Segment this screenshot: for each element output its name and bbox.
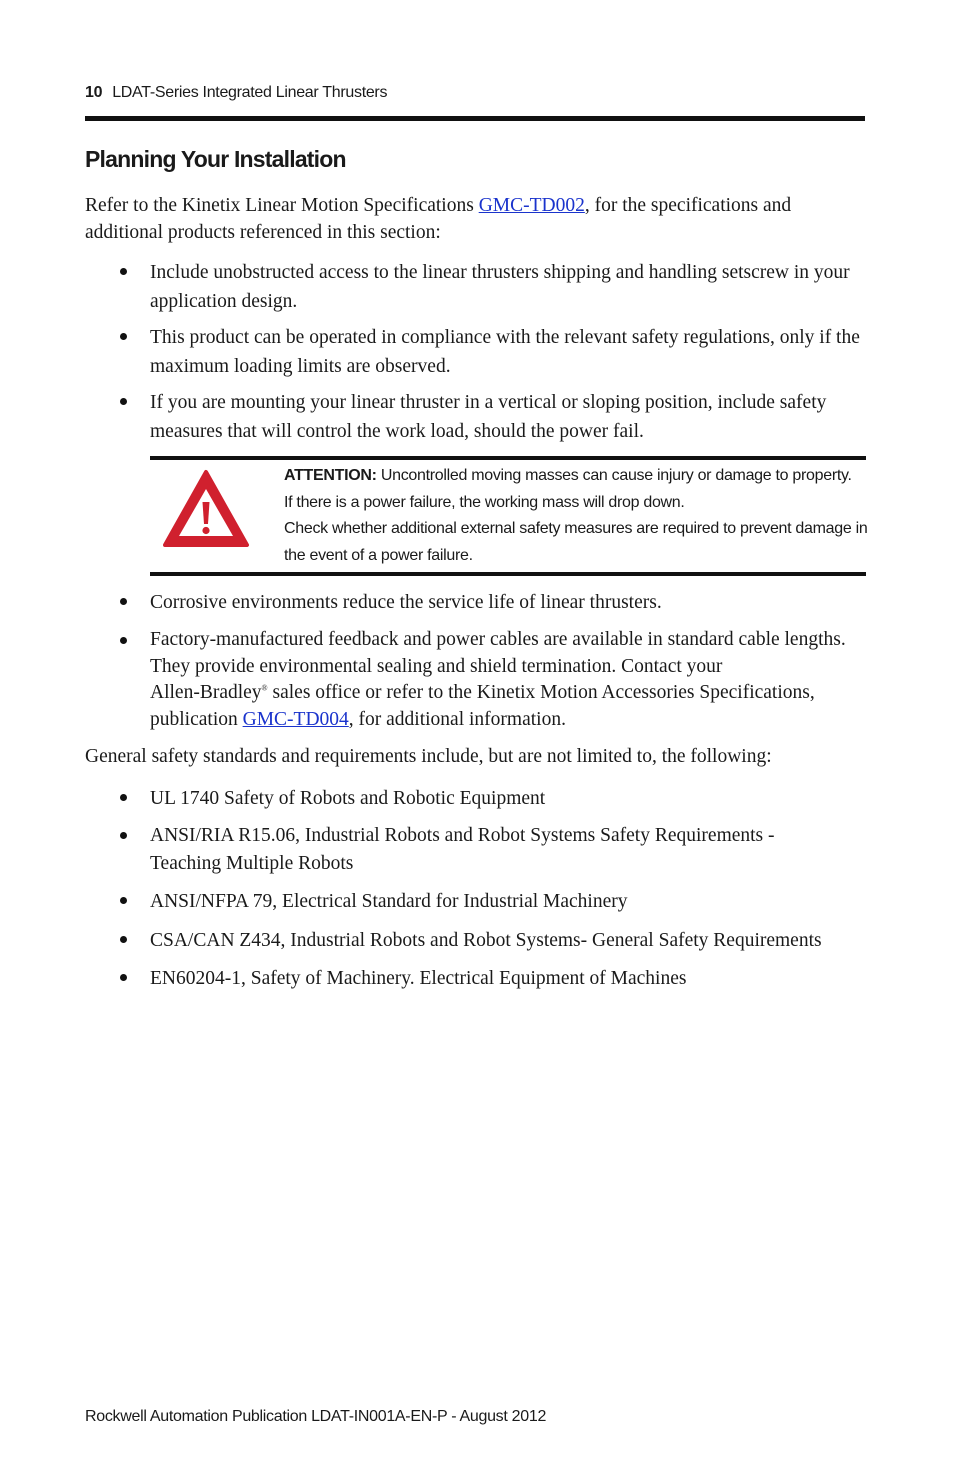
running-header: [85, 84, 865, 102]
attention-text: [284, 463, 868, 569]
attention-line-1: Uncontrolled moving masses can cause injury or damage to property.: [376, 467, 852, 484]
brand-name: Allen-Bradley: [150, 682, 262, 703]
list-item-text: [150, 627, 865, 733]
intro-text-before-link: Refer to the Kinetix Linear Motion Specifications: [85, 195, 479, 216]
bullet-icon: [120, 398, 127, 405]
bullet-icon: [120, 598, 127, 605]
attention-callout: [150, 456, 866, 576]
list-item-text: ANSI/NFPA 79, Electrical Standard for Industrial Machinery: [150, 891, 628, 912]
cables-line-3: sales office or refer to the Kinetix Motion Accessories Specifications,: [267, 682, 815, 703]
list-item-text: UL 1740 Safety of Robots and Robotic Equipment: [150, 788, 546, 809]
list-item: [150, 388, 865, 446]
cables-line-2: They provide environmental sealing and shield termination. Contact your: [150, 655, 723, 677]
list-item-text: If you are mounting your linear thruster in a vertical or sloping position, include safety measures that will control the work load, should the power fail.: [150, 392, 827, 442]
intro-text-after-link: , for the specifications and additional products referenced in this section:: [85, 195, 792, 243]
list-item: [150, 784, 865, 813]
list-item: [150, 926, 865, 955]
bullet-icon: [120, 794, 127, 801]
bullet-icon: [120, 974, 127, 981]
list-item: [150, 887, 865, 916]
standards-intro: General safety standards and requirements include, but are not limited to, the following:: [85, 746, 772, 767]
list-item: [150, 822, 865, 878]
attention-line-2: If there is a power failure, the working mass will drop down.: [284, 493, 685, 511]
cables-line-4-after: , for additional information.: [348, 708, 566, 730]
header-rule: [85, 116, 865, 121]
bullet-icon: [120, 333, 127, 340]
standard-2-line-2: Teaching Multiple Robots: [150, 853, 354, 874]
warning-triangle-icon: [162, 468, 250, 548]
intro-paragraph: [85, 193, 865, 246]
list-item-text: This product can be operated in compliance with the relevant safety regulations, only if the maximum loading limits are observed.: [150, 327, 860, 377]
cables-line-4-before: publication: [150, 708, 243, 730]
attention-label: ATTENTION:: [284, 467, 377, 484]
list-item: [150, 964, 865, 993]
attention-line: [284, 463, 862, 490]
list-item: [150, 627, 865, 733]
bullet-icon: [120, 268, 127, 275]
bullet-icon: [120, 897, 127, 904]
standard-2-line-1: ANSI/RIA R15.06, Industrial Robots and Robot Systems Safety Requirements -: [150, 825, 775, 846]
cables-line-1: Factory-manufactured feedback and power cables are available in standard cable lengths.: [150, 629, 846, 650]
page-footer: Rockwell Automation Publication LDAT-IN001A-EN-P - August 2012: [85, 1408, 547, 1425]
bullet-icon: [120, 936, 127, 943]
list-item-text: EN60204-1, Safety of Machinery. Electrical Equipment of Machines: [150, 968, 687, 989]
page-number: 10: [85, 84, 103, 101]
bullet-icon: [120, 832, 127, 839]
list-item: [150, 323, 865, 381]
attention-line-3: Check whether additional external safety measures are required to prevent damage in: [284, 520, 868, 537]
list-item-text: Include unobstructed access to the linear thrusters shipping and handling setscrew in your application design.: [150, 262, 850, 312]
gmc-td004-link[interactable]: GMC-TD004: [242, 708, 349, 730]
list-item-text: CSA/CAN Z434, Industrial Robots and Robot Systems- General Safety Requirements: [150, 930, 822, 951]
gmc-td002-link[interactable]: GMC-TD002: [478, 195, 585, 216]
list-item: [150, 588, 865, 617]
bullet-icon: [120, 637, 127, 644]
list-item-text: [150, 822, 865, 878]
registered-mark: ®: [261, 683, 268, 693]
list-item: [150, 258, 865, 316]
running-title: LDAT-Series Integrated Linear Thrusters: [112, 84, 388, 101]
list-item-text: Corrosive environments reduce the service life of linear thrusters.: [150, 592, 662, 613]
section-title: Planning Your Installation: [85, 146, 346, 172]
attention-line-4: the event of a power failure.: [284, 546, 473, 564]
